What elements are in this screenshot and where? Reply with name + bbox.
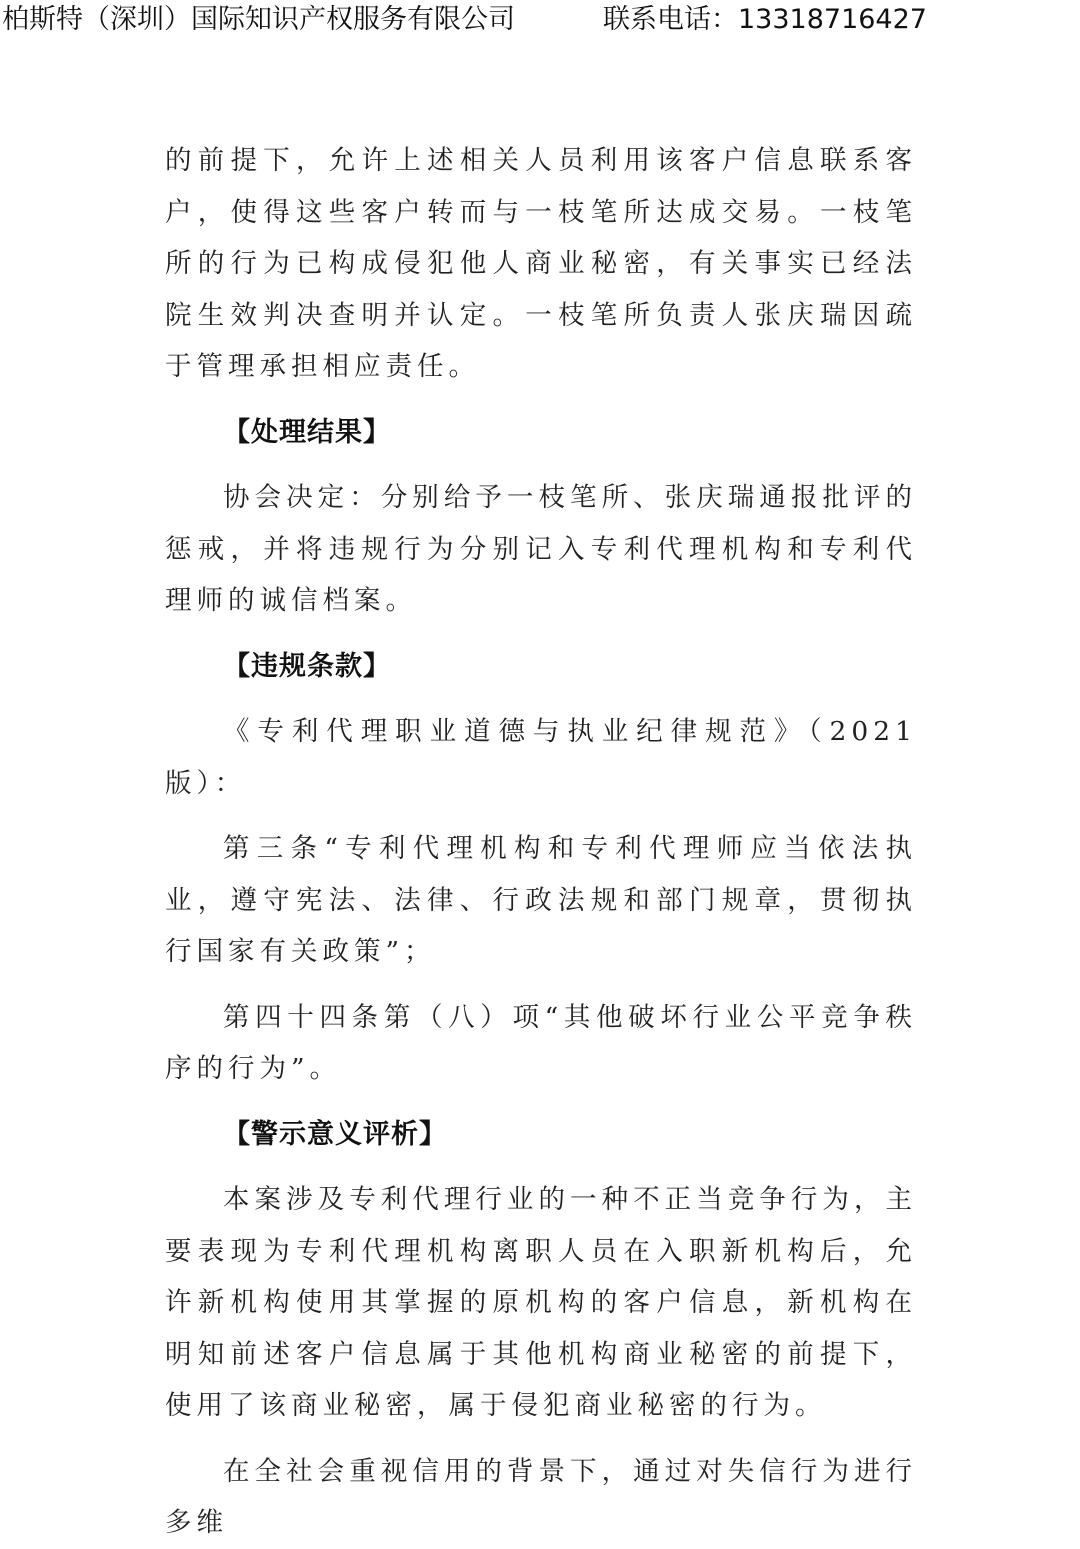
paragraph-clause-source: 《专利代理职业道德与执业纪律规范》（2021 版）： — [165, 716, 917, 799]
company-name: 柏斯特（深圳）国际知识产权服务有限公司 — [2, 4, 515, 35]
heading-warning-analysis: 【警示意义评析】 — [223, 1118, 447, 1150]
paragraph-warning-analysis-continued: 在全社会重视信用的背景下，通过对失信行为进行多维 — [165, 1455, 917, 1538]
paragraph-clause-article-44: 第四十四条第（八）项“其他破坏行业公平竞争秩序的行为”。 — [165, 1001, 917, 1084]
document-body — [165, 135, 917, 1549]
page-header — [0, 0, 1080, 44]
heading-violated-clauses: 【违规条款】 — [223, 650, 391, 682]
heading-handling-result: 【处理结果】 — [223, 416, 391, 448]
contact-phone: 联系电话：13318716427 — [603, 4, 927, 35]
paragraph-case-facts: 的前提下，允许上述相关人员利用该客户信息联系客户，使得这些客户转而与一枝笔所达成交易。一枝笔所的行为已构成侵犯他人商业秘密，有关事实已经法院生效判决查明并认定。一枝笔所负责人张庆瑞因疏于管理承担相应责任。 — [165, 145, 917, 382]
paragraph-warning-analysis: 本案涉及专利代理行业的一种不正当竞争行为，主要表现为专利代理机构离职人员在入职新机构后，允许新机构使用其掌握的原机构的客户信息，新机构在明知前述客户信息属于其他机构商业秘密的前提下，使用了该商业秘密，属于侵犯商业秘密的行为。 — [165, 1184, 917, 1421]
paragraph-clause-article-3: 第三条“专利代理机构和专利代理师应当依法执业，遵守宪法、法律、行政法规和部门规章，贯彻执行国家有关政策”； — [165, 833, 917, 967]
paragraph-handling-result: 协会决定：分别给予一枝笔所、张庆瑞通报批评的惩戒，并将违规行为分别记入专利代理机构和专利代理师的诚信档案。 — [165, 482, 917, 616]
